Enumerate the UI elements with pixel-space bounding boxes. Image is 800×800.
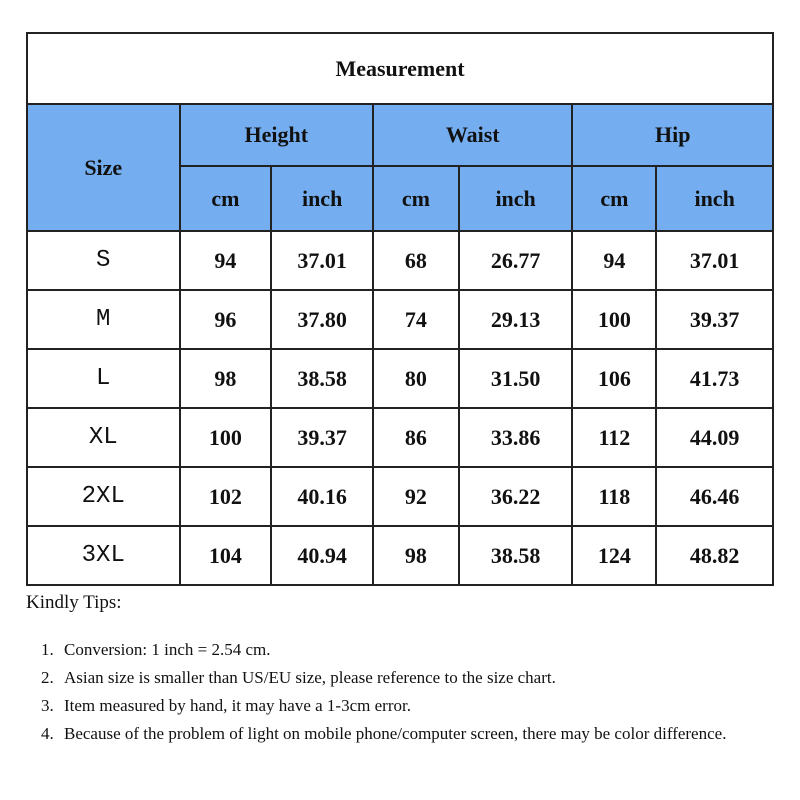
value-cell: 106 (572, 349, 656, 408)
value-cell: 94 (572, 231, 656, 290)
value-cell: 33.86 (459, 408, 573, 467)
value-cell: 94 (180, 231, 272, 290)
value-cell: 44.09 (656, 408, 773, 467)
value-cell: 124 (572, 526, 656, 585)
unit-header: cm (572, 166, 656, 231)
value-cell: 37.01 (271, 231, 373, 290)
unit-header: cm (180, 166, 272, 231)
table-row (27, 231, 773, 290)
value-cell: 118 (572, 467, 656, 526)
group-header: Height (180, 104, 374, 166)
value-cell: 68 (373, 231, 459, 290)
value-cell: 102 (180, 467, 272, 526)
unit-header: cm (373, 166, 459, 231)
group-header: Waist (373, 104, 572, 166)
size-cell: 3XL (27, 526, 180, 585)
unit-header: inch (656, 166, 773, 231)
tip-item: 4. Because of the problem of light on mobile phone/computer screen, there may be color difference. (58, 720, 776, 748)
value-cell: 36.22 (459, 467, 573, 526)
size-cell: S (27, 231, 180, 290)
table-row (27, 408, 773, 467)
value-cell: 80 (373, 349, 459, 408)
value-cell: 29.13 (459, 290, 573, 349)
value-cell: 37.01 (656, 231, 773, 290)
value-cell: 96 (180, 290, 272, 349)
value-cell: 100 (180, 408, 272, 467)
tips-heading: Kindly Tips: (26, 592, 122, 613)
value-cell: 100 (572, 290, 656, 349)
value-cell: 46.46 (656, 467, 773, 526)
tip-item: 1. Conversion: 1 inch = 2.54 cm. (58, 636, 776, 664)
table-row (27, 467, 773, 526)
value-cell: 86 (373, 408, 459, 467)
size-cell: L (27, 349, 180, 408)
group-header: Hip (572, 104, 773, 166)
kindly-tips (26, 592, 776, 748)
value-cell: 40.94 (271, 526, 373, 585)
value-cell: 39.37 (271, 408, 373, 467)
value-cell: 92 (373, 467, 459, 526)
value-cell: 38.58 (271, 349, 373, 408)
size-chart-table (26, 32, 774, 586)
table-row (27, 290, 773, 349)
tips-list (26, 636, 776, 748)
size-cell: XL (27, 408, 180, 467)
value-cell: 74 (373, 290, 459, 349)
value-cell: 112 (572, 408, 656, 467)
tip-item: 3. Item measured by hand, it may have a 1-3cm error. (58, 692, 776, 720)
table-row (27, 526, 773, 585)
value-cell: 26.77 (459, 231, 573, 290)
value-cell: 48.82 (656, 526, 773, 585)
value-cell: 37.80 (271, 290, 373, 349)
value-cell: 39.37 (656, 290, 773, 349)
value-cell: 38.58 (459, 526, 573, 585)
value-cell: 104 (180, 526, 272, 585)
value-cell: 98 (180, 349, 272, 408)
value-cell: 41.73 (656, 349, 773, 408)
value-cell: 40.16 (271, 467, 373, 526)
size-cell: 2XL (27, 467, 180, 526)
size-cell: M (27, 290, 180, 349)
tip-item: 2. Asian size is smaller than US/EU size, please reference to the size chart. (58, 664, 776, 692)
table-title: Measurement (27, 33, 773, 104)
table-row (27, 349, 773, 408)
value-cell: 31.50 (459, 349, 573, 408)
unit-header: inch (459, 166, 573, 231)
size-header: Size (27, 104, 180, 231)
unit-header: inch (271, 166, 373, 231)
value-cell: 98 (373, 526, 459, 585)
